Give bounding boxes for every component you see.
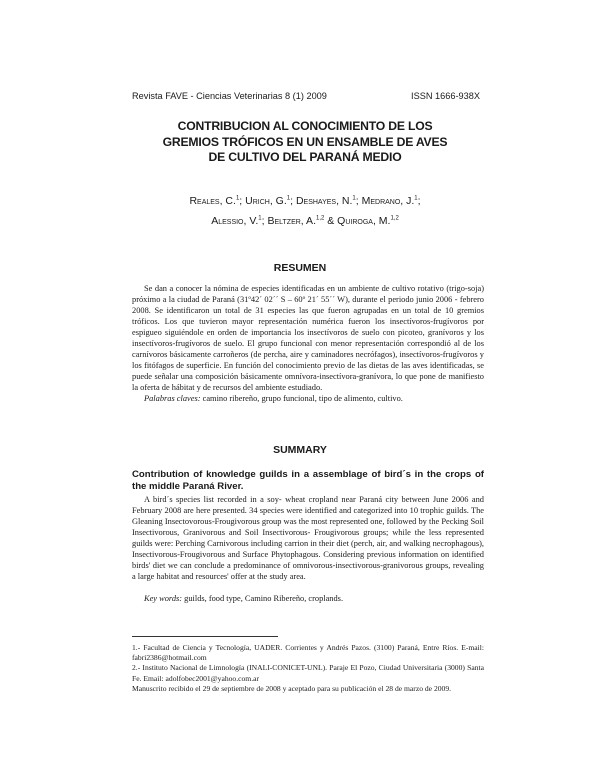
author-name: Alessio, V.	[211, 215, 259, 227]
title-line-3: DE CULTIVO DEL PARANÁ MEDIO	[208, 150, 402, 164]
author-name: Reales, C.	[189, 195, 236, 207]
keywords-label: Palabras claves:	[144, 394, 201, 403]
summary-title: Contribution of knowledge guilds in a assemblage of bird´s in the crops of the middle Paraná River.	[132, 469, 484, 492]
email-link[interactable]: fabri2386@hotmail.com	[132, 653, 207, 663]
author-affiliation: 1	[414, 195, 418, 202]
author-separator: ;	[417, 195, 421, 207]
author-name: Quiroga, M.	[337, 215, 391, 227]
author-list	[120, 191, 490, 231]
keywords-label: Key words:	[144, 594, 183, 603]
author-name: Beltzer, A.	[267, 215, 316, 227]
author-line-1	[120, 191, 490, 211]
footnote-text: 1.- Facultad de Ciencia y Tecnología, UADER. Corrientes y Andrés Pazos. (3100) Paraná, Entre Ríos. E-mail:	[132, 643, 484, 652]
journal-name: Revista FAVE - Ciencias Veterinarias 8 (1) 2009	[132, 91, 327, 101]
paper-title	[110, 119, 500, 166]
author-separator: ;	[239, 195, 246, 207]
footnote-divider	[132, 636, 278, 637]
author-affiliation: 1,2	[390, 215, 399, 222]
footnote-3: Manuscrito recibido el 29 de septiembre de 2008 y aceptado para su publicación el 28 de marzo de 2009.	[132, 683, 452, 693]
author-name: Medrano, J.	[361, 195, 415, 207]
author-affiliation: 1	[286, 195, 291, 202]
author-name: Urich, G.	[245, 195, 287, 207]
resumen-keywords	[132, 393, 484, 404]
issn: ISSN 1666-938X	[411, 91, 480, 101]
author-separator: ;	[290, 195, 296, 207]
author-affiliation: 1	[258, 215, 262, 222]
email-link[interactable]: adolfobec2001@yahoo.com.ar	[163, 673, 259, 683]
running-header	[132, 91, 480, 101]
author-affiliation: 1	[235, 195, 240, 202]
title-line-2: GREMIOS TRÓFICOS EN UN ENSAMBLE DE AVES	[162, 134, 448, 149]
author-affiliation: 1,2	[315, 215, 325, 222]
title-line-1: CONTRIBUCION AL CONOCIMIENTO DE LOS	[177, 119, 433, 133]
summary-keywords	[132, 593, 484, 604]
keywords-text: guilds, food type, Camino Ribereño, croplands.	[182, 594, 344, 603]
summary-body: A bird´s species list recorded in a soy- wheat cropland near Paraná city between June 2006 and February 2008 are here presented. 34 species were identified and categorized into 10 trophic guilds. The Gleaning Insectovorous-Frougivorous group was the most represented one, followed by the Pecking Soil Insectivorous, Granivorous and Soil Insectivorous- Frougivorous groups; while the less represented guilds were: Perching Carnivorous including carrion in their diet (perch, air, and walking necrophagous), Insectivorous-Frougivorous and Surface Phytophagous. Considering previous information on identified birds' diet we can conclude a predominance of omnivorous-insectivorous-granivorous groups, revealing a large habitat and resources' offer at the study area.	[132, 495, 484, 582]
resumen-heading: RESUMEN	[273, 262, 327, 274]
footnote-2	[132, 663, 484, 683]
author-separator: ;	[261, 215, 268, 227]
footnotes	[132, 643, 484, 694]
author-ampersand: &	[324, 215, 338, 227]
keywords-text: camino ribereño, grupo funcional, tipo de alimento, cultivo.	[200, 394, 403, 403]
author-name: Deshayes, N.	[295, 195, 353, 207]
footnote-text: 2.- Instituto Nacional de Limnología (INALI-CONICET-UNL). Paraje El Pozo, Ciudad Universitaria (3000) Santa Fe. Email:	[132, 663, 484, 683]
author-affiliation: 1	[352, 195, 356, 202]
author-line-2	[120, 211, 490, 231]
summary-heading: SUMMARY	[273, 444, 327, 456]
footnote-1	[132, 643, 484, 663]
resumen-body: Se dan a conocer la nómina de especies identificadas en un ambiente de cultivo rotativo (trigo-soja) próximo a la ciudad de Paraná (31º42´ 02´´ S – 60º 21´ 55´´ W), durante el periodo junio 2006 - febrero 2008. Se identificaron un total de 31 especies las que fueron agrupadas en un total de 10 gremios tróficos. Los que tuvieron mayor representación numérica fueron los insectívoros-frugívoros por espigueo siguiéndole en orden de importancia los insectívoros de suelo con picoteo, granívoros y los insectívoros-frugívoros de suelo. El grupo funcional con menor representación correspondió al de los carnívoros básicamente carroñeros (de percha, aire y caminadores necrófagos), insectívoros-frugívoros y los fitófagos de superficie. En función del conocimiento previo de las dietas de las aves identificadas, se puede señalar una composición básicamente omnívora-insectívora-granívora, lo que pone de manifiesto la oferta de hábitat y de recursos del ambiente estudiado.	[132, 284, 484, 393]
author-separator: ;	[355, 195, 362, 207]
